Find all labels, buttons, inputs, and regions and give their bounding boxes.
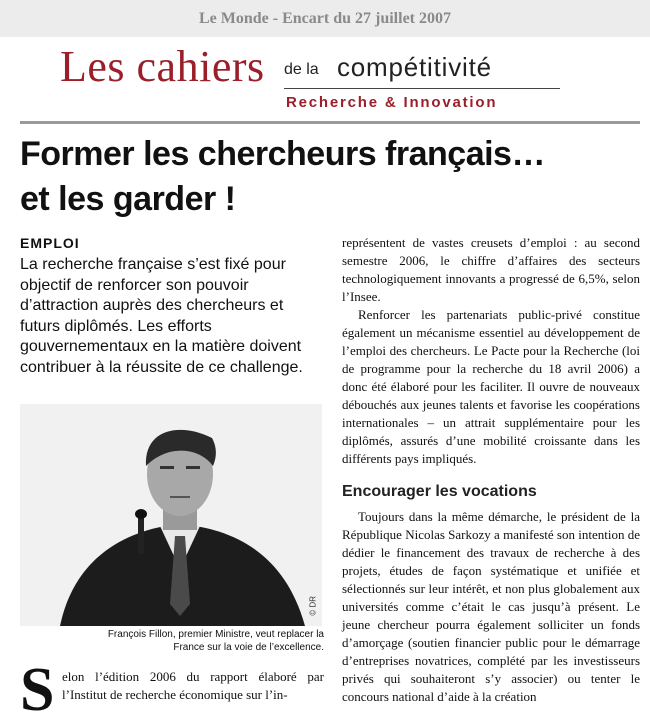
left-body-text: elon l’édition 2006 du rapport élaboré par l’Institut de recherche économique sur l’in- bbox=[62, 669, 324, 702]
masthead-small: de la bbox=[284, 61, 319, 78]
right-paragraph-3: Toujours dans la même démarche, le président de la République Nicolas Sarkozy a manifesté son intention de dédier le financement des travaux de recherche à des projets, études de façon systématique et unifiée et sélectionnés sur leur intérêt, et non plus globalement aux universités comme c’était le cas jusqu’à présent. Le jeune chercheur pourra également solliciter un fonds d’amorçage (soutien financier public pour le démarrage d’entreprises novatrices, complété par les investisseurs privés qui souhaiteront s’y associer) ou tenter le concours national d’aide à la création bbox=[342, 509, 640, 704]
headline-line-2: et les garder ! bbox=[20, 180, 236, 218]
masthead-title: Les cahiers bbox=[60, 42, 265, 91]
right-column bbox=[342, 234, 640, 706]
header-divider bbox=[20, 121, 640, 124]
masthead-subtitle: Recherche & Innovation bbox=[286, 94, 498, 111]
kicker: EMPLOI bbox=[20, 235, 80, 251]
headline-line-1: Former les chercheurs français… bbox=[20, 135, 545, 173]
top-banner bbox=[0, 0, 650, 37]
section-subhead: Encourager les vocations bbox=[342, 483, 537, 500]
photo bbox=[20, 404, 322, 626]
lead-block bbox=[20, 234, 325, 378]
masthead bbox=[60, 42, 620, 116]
banner-text: Le Monde - Encart du 27 juillet 2007 bbox=[199, 9, 451, 27]
photo-credit: © DR bbox=[309, 596, 318, 616]
portrait-illustration bbox=[20, 404, 322, 626]
drop-cap: S bbox=[20, 656, 55, 724]
photo-caption: François Fillon, premier Ministre, veut replacer la France sur la voie de l’excellence. bbox=[107, 629, 324, 653]
masthead-rule bbox=[284, 88, 560, 89]
headline bbox=[20, 132, 640, 222]
right-paragraph-2: Renforcer les partenariats public-privé constitue également un mécanisme essentiel au développement de l’emploi des chercheurs. Le Pacte pour la Recherche (loi de programme pour la recherche du 18 avril 2006) a donc été élaboré pour les faciliter. Il ouvre de nouveaux débouchés aux jeunes talents et favorise les coopérations internationales – un attrait supplémentaire pour les diplômés, assurés d’une mobilité croissante dans les différents pays impliqués. bbox=[342, 307, 640, 466]
masthead-highlight: compétitivité bbox=[337, 52, 492, 82]
lead-paragraph: La recherche française s’est fixé pour objectif de renforcer son pouvoir d’attraction auprès des chercheurs et futurs diplômés. Les efforts gouvernementaux en la matière doivent contribuer à la réussite de ce challenge. bbox=[20, 256, 303, 376]
right-paragraph-1: représentent de vastes creusets d’emploi : au second semestre 2006, le chiffre d’affaires des secteurs technologiquement innovants a progressé de 6,5%, selon l’Insee. bbox=[342, 235, 640, 304]
